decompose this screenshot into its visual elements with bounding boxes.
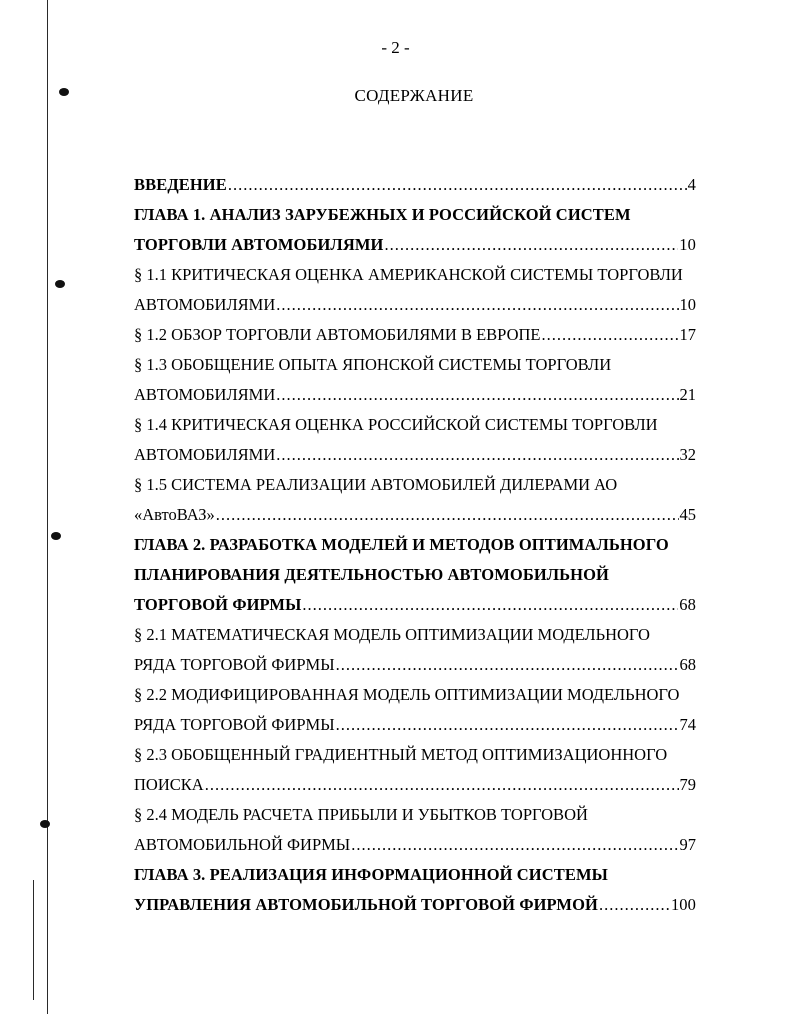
page-title: СОДЕРЖАНИЕ [354,86,474,105]
binder-hole-mark [40,820,50,828]
toc-entry-text: ГЛАВА 3. РЕАЛИЗАЦИЯ ИНФОРМАЦИОННОЙ СИСТЕМЫ [134,865,608,884]
toc-entry [134,620,696,680]
dot-leader [216,500,679,530]
toc-page-number: 97 [679,835,696,854]
toc-entry [134,410,696,470]
toc-entry-text: ТОРГОВОЙ ФИРМЫ [134,595,302,614]
dot-leader [228,170,687,200]
toc-entry [134,530,696,620]
toc-entry-text: УПРАВЛЕНИЯ АВТОМОБИЛЬНОЙ ТОРГОВОЙ ФИРМОЙ [134,895,598,914]
toc-entry-last-line [134,890,696,920]
toc-page-number: 10 [679,295,696,314]
toc-entry-text: ТОРГОВЛИ АВТОМОБИЛЯМИ [134,235,384,254]
toc-entry [134,680,696,740]
toc-entry-text: § 2.3 ОБОБЩЕННЫЙ ГРАДИЕНТНЫЙ МЕТОД ОПТИМИЗАЦИОННОГО [134,745,668,764]
toc-entry-text: § 2.1 МАТЕМАТИЧЕСКАЯ МОДЕЛЬ ОПТИМИЗАЦИИ МОДЕЛЬНОГО [134,625,650,644]
dot-leader [336,710,679,740]
toc-page-number: 100 [670,895,696,914]
toc-entry-last-line [134,650,696,680]
toc-entry-text: ПОИСКА [134,775,204,794]
toc-entry-text: § 1.3 ОБОБЩЕНИЕ ОПЫТА ЯПОНСКОЙ СИСТЕМЫ ТОРГОВЛИ [134,355,612,374]
toc-page-number: 32 [679,445,696,464]
toc-entry [134,470,696,530]
toc-page-number: 68 [679,595,696,614]
toc-entry [134,740,696,800]
toc-entry [134,200,696,260]
toc-entry [134,800,696,860]
toc-entry-last-line [134,380,696,410]
binding-edge-line-secondary [33,880,34,1000]
toc-entry [134,320,696,350]
page-number: - 2 - [381,38,410,57]
dot-leader [276,290,678,320]
toc-entry-text: АВТОМОБИЛЬНОЙ ФИРМЫ [134,835,351,854]
toc-entry [134,350,696,410]
toc-entry-last-line [134,590,696,620]
toc-entry-text: § 1.5 СИСТЕМА РЕАЛИЗАЦИИ АВТОМОБИЛЕЙ ДИЛЕРАМИ АО [134,475,618,494]
toc-entry-text: РЯДА ТОРГОВОЙ ФИРМЫ [134,715,335,734]
toc-entry-text: АВТОМОБИЛЯМИ [134,385,276,404]
toc-entry-last-line [134,230,696,260]
toc-page-number: 74 [679,715,696,734]
toc-entry-text: АВТОМОБИЛЯМИ [134,295,276,314]
dot-leader [205,770,679,800]
toc-page-number: 21 [679,385,696,404]
toc-entry-last-line [134,290,696,320]
toc-page-number: 10 [679,235,696,254]
toc-entry-text: § 1.4 КРИТИЧЕСКАЯ ОЦЕНКА РОССИЙСКОЙ СИСТЕМЫ ТОРГОВЛИ [134,415,658,434]
binder-hole-mark [55,280,65,288]
toc-entry-text: § 2.4 МОДЕЛЬ РАСЧЕТА ПРИБЫЛИ И УБЫТКОВ ТОРГОВОЙ [134,805,588,824]
toc-entry [134,860,696,920]
toc-page-number: 17 [679,325,696,344]
dot-leader [302,590,678,620]
dot-leader [276,380,678,410]
toc-entry-text: § 2.2 МОДИФИЦИРОВАННАЯ МОДЕЛЬ ОПТИМИЗАЦИИ МОДЕЛЬНОГО [134,685,680,704]
dot-leader [599,890,670,920]
toc-entry-text: «АвтоВАЗ» [134,505,215,524]
toc-page-number: 45 [679,505,696,524]
toc-entry-last-line [134,710,696,740]
toc-entry-text: РЯДА ТОРГОВОЙ ФИРМЫ [134,655,335,674]
toc-page-number: 68 [679,655,696,674]
toc-page-number: 4 [687,175,696,194]
toc-entry-last-line [134,170,696,200]
dot-leader [384,230,678,260]
toc-entry-last-line [134,500,696,530]
toc-entry-text: § 1.1 КРИТИЧЕСКАЯ ОЦЕНКА АМЕРИКАНСКОЙ СИСТЕМЫ ТОРГОВЛИ [134,265,683,284]
toc-entry-last-line [134,830,696,860]
binder-hole-mark [51,532,61,540]
toc-entry-text: АВТОМОБИЛЯМИ [134,445,276,464]
dot-leader [276,440,678,470]
toc-entry-text: ГЛАВА 1. АНАЛИЗ ЗАРУБЕЖНЫХ И РОССИЙСКОЙ СИСТЕМ [134,205,631,224]
toc-entry [134,170,696,200]
toc-entry-last-line [134,440,696,470]
toc-entry-text: ПЛАНИРОВАНИЯ ДЕЯТЕЛЬНОСТЬЮ АВТОМОБИЛЬНОЙ [134,565,609,584]
toc-entry-text: ГЛАВА 2. РАЗРАБОТКА МОДЕЛЕЙ И МЕТОДОВ ОПТИМАЛЬНОГО [134,535,669,554]
toc-entry-last-line [134,770,696,800]
dot-leader [541,320,678,350]
toc-entry-text: ВВЕДЕНИЕ [134,175,227,194]
toc-page-number: 79 [679,775,696,794]
dot-leader [351,830,678,860]
table-of-contents [134,170,696,920]
binding-edge-line [47,0,48,1014]
toc-entry-text: § 1.2 ОБЗОР ТОРГОВЛИ АВТОМОБИЛЯМИ В ЕВРОПЕ [134,325,541,344]
dot-leader [336,650,679,680]
toc-entry [134,260,696,320]
toc-entry-last-line [134,320,696,350]
